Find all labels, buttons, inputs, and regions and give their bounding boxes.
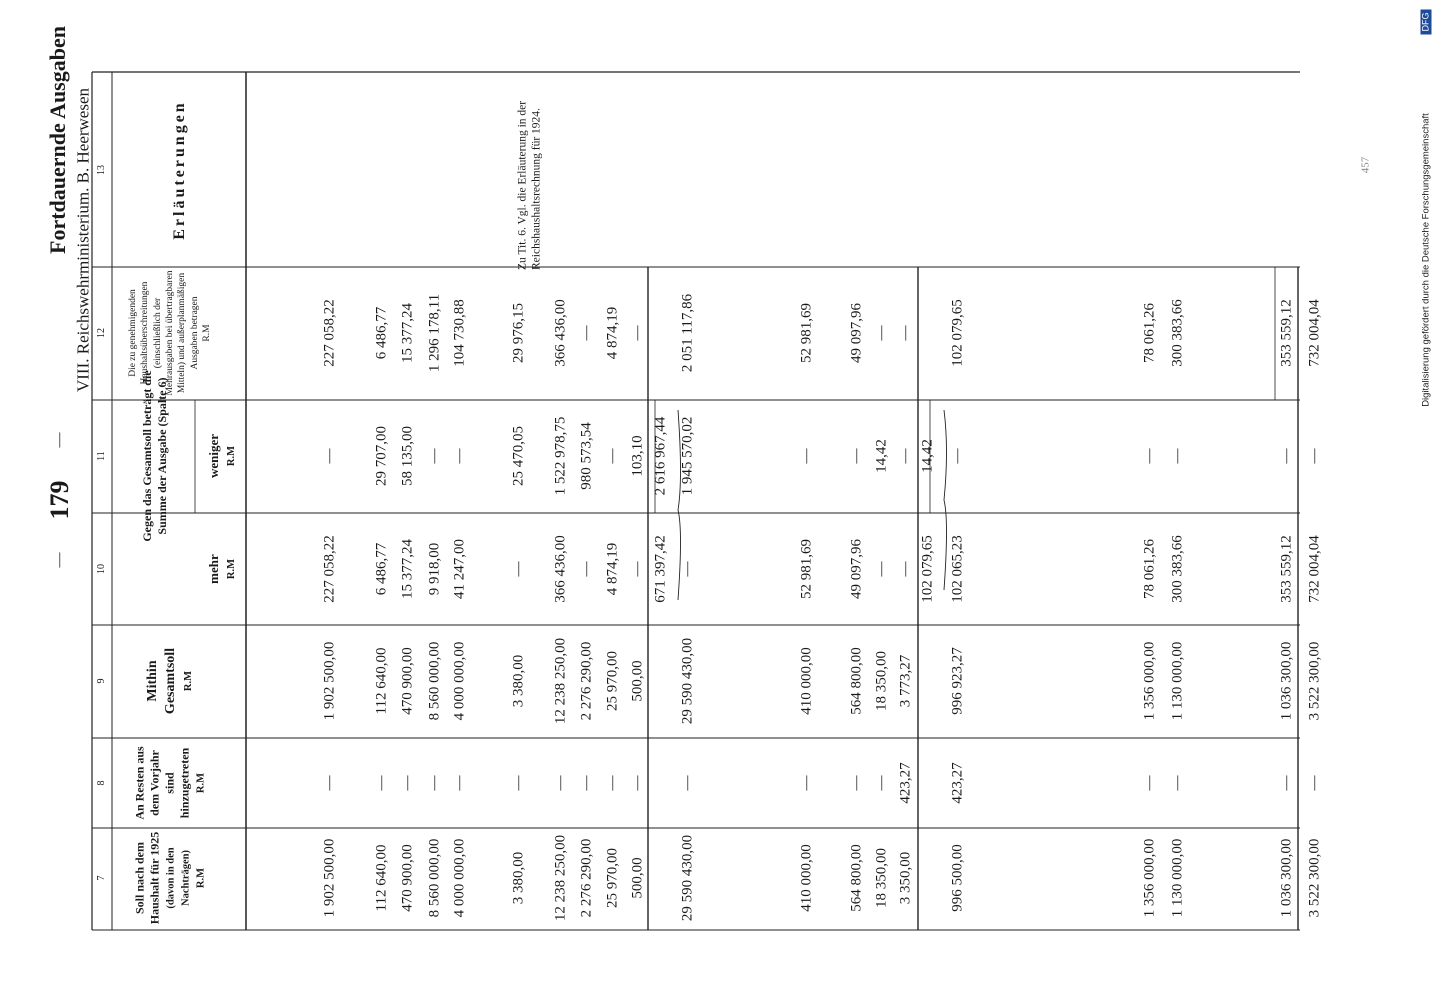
row-8-ueber: — (578, 325, 595, 341)
total4-mehr: 732 004,04 (1306, 535, 1323, 603)
group3-row-2-gesamt: 1 130 000,00 (1169, 641, 1186, 721)
row-9-mehr: 4 874,19 (604, 542, 621, 596)
header-reste-unit: R.M (195, 772, 207, 794)
row-4-reste: — (426, 775, 443, 791)
row-10-soll: 500,00 (629, 857, 646, 899)
colnum-11: 11 (96, 451, 107, 461)
colnum-8: 8 (96, 780, 107, 786)
group2-row-1-mehr: 52 981,69 (798, 539, 815, 599)
header-soll-text: Soll nach dem Haushalt für 1925 (132, 831, 162, 925)
header-soll-note: (davon in den Nachträgen) (165, 847, 192, 909)
row-4-weniger: — (426, 448, 443, 464)
total2-reste: 423,27 (949, 762, 966, 804)
header-gesamt-unit: R.M (182, 670, 194, 692)
group4-row-mehr: 353 559,12 (1278, 535, 1295, 603)
dfg-logo-icon: DFG (1421, 10, 1432, 35)
total1-soll: 29 590 430,00 (679, 834, 696, 922)
header-reste-text: An Resten aus dem Vorjahr sind hinzugetreten (132, 746, 192, 820)
header-gegen: Gegen das Gesamtsoll beträgt die Summe der Ausgabe (Spalte 6) (140, 370, 169, 542)
group3-row-2-mehr: 300 383,66 (1169, 535, 1186, 603)
sum1-mehr: 671 397,42 (652, 535, 669, 603)
total4-soll: 3 522 300,00 (1306, 838, 1323, 918)
total4-gesamt: 3 522 300,00 (1306, 641, 1323, 721)
header-mehr-text: mehr (205, 554, 221, 584)
row-9-weniger: — (604, 448, 621, 464)
group2-row-2-soll: 564 800,00 (848, 844, 865, 912)
sum1-weniger: 2 616 967,44 (652, 416, 669, 496)
group3-row-1-weniger: — (1141, 448, 1158, 464)
group2-row-1-ueber: 52 981,69 (798, 303, 815, 363)
row-6-weniger: 25 470,05 (510, 426, 527, 486)
group2-row-4-gesamt: 3 773,27 (897, 654, 914, 708)
row-6-soll: 3 380,00 (510, 851, 527, 905)
margin-number: 457 (1359, 156, 1372, 174)
dash-right: — (51, 432, 68, 448)
group2-row-4-soll: 3 350,00 (897, 851, 914, 905)
row-3-mehr: 15 377,24 (399, 539, 416, 599)
total1-ueber: 2 051 117,86 (679, 293, 696, 373)
row-5-reste: — (451, 775, 468, 791)
group4-row-reste: — (1278, 775, 1295, 791)
group3-row-2-weniger: — (1169, 448, 1186, 464)
total2-gesamt: 996 923,27 (949, 647, 966, 715)
row-3-gesamt: 470 900,00 (399, 647, 416, 715)
group4-row-ueber: 353 559,12 (1278, 299, 1295, 367)
total2-ueber: 102 079,65 (949, 299, 966, 367)
group2-row-2-ueber: 49 097,96 (848, 303, 865, 363)
total1-reste: — (679, 775, 696, 791)
group2-row-1-gesamt: 410 000,00 (798, 647, 815, 715)
row-10-ueber: — (629, 325, 646, 341)
header-erlaeuterungen: Erläuterungen (171, 100, 188, 240)
group2-row-2-gesamt: 564 800,00 (848, 647, 865, 715)
group2-row-2-reste: — (848, 775, 865, 791)
page-number: 179 (45, 480, 74, 520)
group2-row-4-ueber: — (897, 325, 914, 341)
total2-weniger: — (949, 448, 966, 464)
group4-row-gesamt: 1 036 300,00 (1278, 641, 1295, 721)
row-4-soll: 8 560 000,00 (426, 838, 443, 918)
header-ueberschreitungen (127, 269, 213, 397)
group3-row-1-ueber: 78 061,26 (1141, 303, 1158, 363)
row-6-gesamt: 3 380,00 (510, 654, 527, 708)
colnum-10: 10 (96, 564, 107, 574)
group3-row-1-reste: — (1141, 775, 1158, 791)
group2-row-3-mehr: — (873, 561, 890, 577)
group2-row-2-mehr: 49 097,96 (848, 539, 865, 599)
colnum-7: 7 (96, 875, 107, 881)
row-2-ueber: 6 486,77 (373, 306, 390, 360)
row-5-ueber: 104 730,88 (451, 299, 468, 367)
row-6-ueber: 29 976,15 (510, 303, 527, 363)
group2-row-3-weniger: 14,42 (873, 439, 890, 473)
header-reste (132, 739, 207, 827)
header-weniger-text: weniger (205, 433, 221, 479)
group2-row-1-soll: 410 000,00 (798, 844, 815, 912)
row-2-gesamt: 112 640,00 (373, 647, 390, 715)
row-2-weniger: 29 707,00 (373, 426, 390, 486)
total4-ueber: 732 004,04 (1306, 299, 1323, 367)
total4-weniger: — (1306, 448, 1323, 464)
row-3-ueber: 15 377,24 (399, 303, 416, 363)
row-8-weniger: 980 573,54 (578, 422, 595, 490)
group2-row-3-ueber: — (873, 325, 890, 341)
row-2-mehr: 6 486,77 (373, 542, 390, 596)
row-10-gesamt: 500,00 (629, 660, 646, 702)
row-9-reste: — (604, 775, 621, 791)
row-4-mehr: 9 918,00 (426, 542, 443, 596)
row-6-reste: — (510, 775, 527, 791)
group2-row-1-reste: — (798, 775, 815, 791)
row-4-ueber: 1 296 178,11 (426, 293, 443, 373)
group3-row-1-mehr: 78 061,26 (1141, 539, 1158, 599)
group2-row-4-weniger: — (897, 448, 914, 464)
group4-row-soll: 1 036 300,00 (1278, 838, 1295, 918)
header-weniger-unit: R.M (226, 445, 237, 467)
row-9-ueber: 4 874,19 (604, 306, 621, 360)
row-9-gesamt: 25 970,00 (604, 651, 621, 711)
row-3-soll: 470 900,00 (399, 844, 416, 912)
erlaeuterung-note: Zu Tit. 6. Vgl. die Erläuterung in der Reichshaushaltsrechnung für 1924. (516, 100, 543, 270)
total2-soll: 996 500,00 (949, 844, 966, 912)
group2-row-3-soll: 18 350,00 (873, 848, 890, 908)
header-soll-unit: R.M (195, 867, 207, 889)
row-1-mehr: 227 058,22 (321, 535, 338, 603)
row-1-reste: — (321, 775, 338, 791)
group3-row-2-ueber: 300 383,66 (1169, 299, 1186, 367)
row-5-mehr: 41 247,00 (451, 539, 468, 599)
total4-reste: — (1306, 775, 1323, 791)
header-soll (132, 830, 207, 926)
header-gesamt (144, 631, 197, 731)
colnum-9: 9 (96, 678, 107, 684)
group3-row-1-soll: 1 356 000,00 (1141, 838, 1158, 918)
row-9-soll: 25 970,00 (604, 848, 621, 908)
row-1-weniger: — (321, 448, 338, 464)
header-gesamt-text: Mithin Gesamtsoll (144, 647, 178, 715)
row-1-soll: 1 902 500,00 (321, 838, 338, 918)
page-subtitle: VIII. Reichswehrministerium. B. Heerwesen (73, 87, 93, 393)
row-2-reste: — (373, 775, 390, 791)
row-8-soll: 2 276 290,00 (578, 838, 595, 918)
group4-row-weniger: — (1278, 448, 1295, 464)
group2-row-3-gesamt: 18 350,00 (873, 651, 890, 711)
row-4-gesamt: 8 560 000,00 (426, 641, 443, 721)
total2-mehr: 102 065,23 (949, 535, 966, 603)
group2-row-2-weniger: — (848, 448, 865, 464)
header-mehr (206, 519, 239, 619)
colnum-12: 12 (96, 328, 107, 338)
row-1-ueber: 227 058,22 (321, 299, 338, 367)
group2-row-3-reste: — (873, 775, 890, 791)
total1-gesamt: 29 590 430,00 (679, 637, 696, 725)
row-5-soll: 4 000 000,00 (451, 838, 468, 918)
row-2-soll: 112 640,00 (373, 844, 390, 912)
header-mehr-unit: R.M (226, 558, 237, 580)
dash-left: — (51, 552, 68, 568)
group2-row-1-weniger: — (798, 448, 815, 464)
row-8-mehr: — (578, 561, 595, 577)
header-ueber-unit: R.M (201, 324, 212, 342)
row-7-mehr: 366 436,00 (552, 535, 569, 603)
sum2-mehr: 102 079,65 (919, 535, 936, 603)
row-3-reste: — (399, 775, 416, 791)
header-ueber-text: Die zu genehmigenden Haushaltsüberschreitungen (einschließlich der Mehrausgaben bei übertragbaren Mitteln) und außerplanmäßigen Ausgaben betragen (127, 270, 200, 396)
row-7-reste: — (552, 775, 569, 791)
row-7-ueber: 366 436,00 (552, 299, 569, 367)
sum2-weniger: 14,42 (919, 439, 936, 473)
row-10-reste: — (629, 775, 646, 791)
header-weniger (206, 406, 239, 506)
total1-mehr: — (679, 561, 696, 577)
row-1-gesamt: 1 902 500,00 (321, 641, 338, 721)
page-title: Fortdauernde Ausgaben (45, 26, 70, 254)
group3-row-2-soll: 1 130 000,00 (1169, 838, 1186, 918)
row-5-gesamt: 4 000 000,00 (451, 641, 468, 721)
row-8-reste: — (578, 775, 595, 791)
row-7-soll: 12 238 250,00 (552, 834, 569, 922)
row-7-gesamt: 12 238 250,00 (552, 637, 569, 725)
row-3-weniger: 58 135,00 (399, 426, 416, 486)
row-8-gesamt: 2 276 290,00 (578, 641, 595, 721)
total1-weniger: 1 945 570,02 (679, 416, 696, 496)
dfg-credit: Digitalisierung gefördert durch die Deutsche Forschungsgemeinschaft (1420, 113, 1432, 407)
group3-row-2-reste: — (1169, 775, 1186, 791)
colnum-13: 13 (96, 165, 107, 175)
row-7-weniger: 1 522 978,75 (552, 416, 569, 496)
group2-row-4-mehr: — (897, 561, 914, 577)
row-5-weniger: — (451, 448, 468, 464)
row-10-mehr: — (629, 561, 646, 577)
group2-row-4-reste: 423,27 (897, 762, 914, 804)
row-6-mehr: — (510, 561, 527, 577)
row-10-weniger: 103,10 (629, 435, 646, 477)
group3-row-1-gesamt: 1 356 000,00 (1141, 641, 1158, 721)
